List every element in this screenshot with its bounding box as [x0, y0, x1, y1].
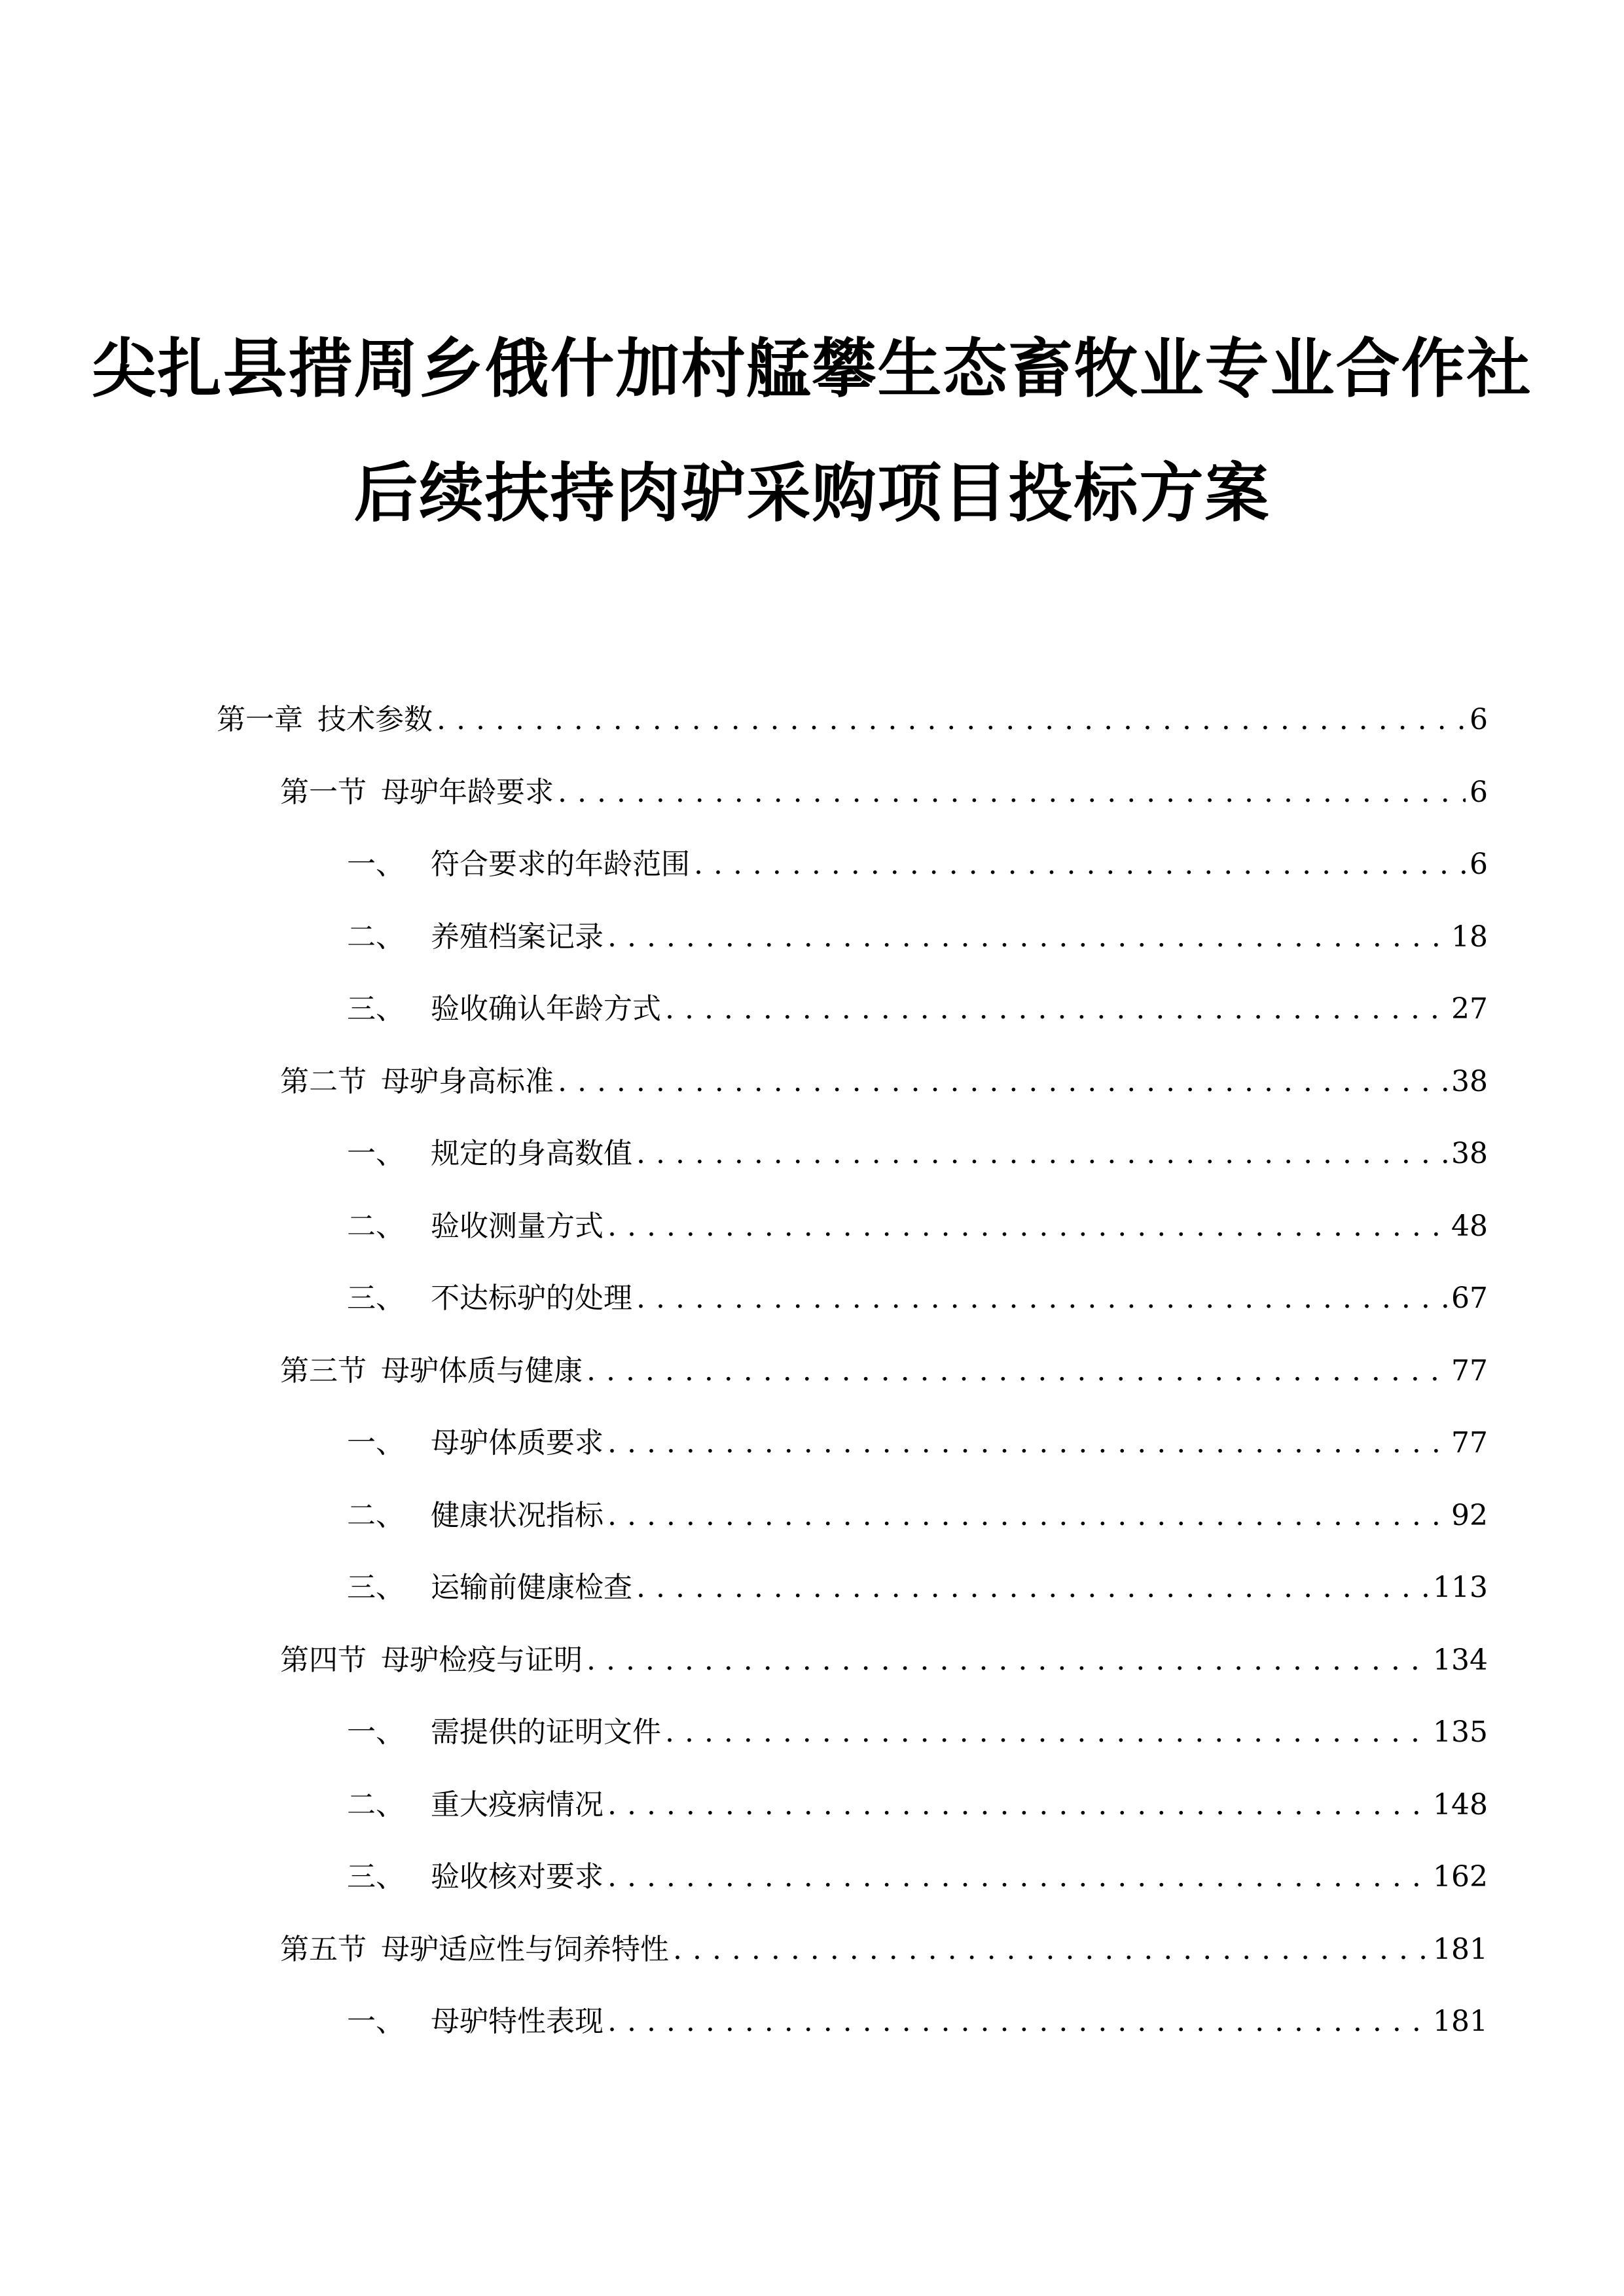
toc-entry-number: 第二节 — [280, 1064, 367, 1098]
toc-entry-number: 一、 — [347, 2005, 405, 2038]
toc-dot-leader — [586, 1641, 1429, 1680]
toc-entry-page: 6 — [1470, 703, 1488, 736]
toc-dot-leader — [437, 700, 1466, 740]
toc-dot-leader — [607, 1496, 1447, 1535]
toc-entry-label: 母驴特性表现 — [431, 2005, 604, 2038]
toc-entry-number: 第一节 — [280, 775, 367, 809]
toc-entry-page: 181 — [1433, 2005, 1488, 2038]
toc-dot-leader — [607, 1424, 1447, 1463]
toc-entry-number: 第五节 — [280, 1932, 367, 1966]
toc-entry-page: 67 — [1451, 1282, 1488, 1315]
toc-entry-label: 验收确认年龄方式 — [431, 992, 661, 1026]
toc-entry-page: 38 — [1451, 1137, 1488, 1170]
toc-entry-page: 6 — [1470, 848, 1488, 881]
toc-entry[interactable] — [347, 1279, 1488, 1318]
toc-entry-number: 三、 — [347, 992, 405, 1026]
toc-entry-page: 18 — [1451, 920, 1488, 954]
toc-entry-number: 第一章 — [217, 703, 303, 736]
toc-entry-label: 运输前健康检查 — [431, 1571, 632, 1604]
toc-dot-leader — [586, 1352, 1447, 1391]
document-title-line-2: 后续扶持肉驴采购项目投标方案 — [353, 456, 1271, 531]
toc-entry-label: 符合要求的年龄范围 — [431, 848, 690, 881]
toc-dot-leader — [636, 1279, 1447, 1318]
toc-entry-label: 母驴体质与健康 — [381, 1354, 583, 1388]
toc-entry-label: 养殖档案记录 — [431, 920, 604, 954]
toc-entry-page: 135 — [1433, 1715, 1488, 1749]
toc-entry-number: 一、 — [347, 1137, 405, 1170]
toc-entry[interactable] — [347, 918, 1488, 957]
document-title-line-1: 尖扎县措周乡俄什加村艋攀生态畜牧业专业合作社 — [92, 332, 1532, 406]
toc-entry-page: 6 — [1470, 775, 1488, 809]
toc-entry-page: 113 — [1433, 1571, 1488, 1604]
toc-entry[interactable] — [347, 1568, 1488, 1607]
toc-entry-page: 38 — [1451, 1064, 1488, 1098]
toc-dot-leader — [558, 773, 1466, 812]
toc-entry-label: 规定的身高数值 — [431, 1137, 632, 1170]
toc-entry[interactable] — [347, 1713, 1488, 1752]
toc-entry[interactable] — [280, 1641, 1488, 1680]
toc-entry-label: 母驴年龄要求 — [381, 775, 554, 809]
toc-entry[interactable] — [280, 1352, 1488, 1391]
toc-entry-page: 181 — [1433, 1932, 1488, 1966]
toc-entry-number: 一、 — [347, 1426, 405, 1460]
toc-entry[interactable] — [347, 1424, 1488, 1463]
toc-entry[interactable] — [347, 2002, 1488, 2041]
toc-entry-page: 162 — [1433, 1860, 1488, 1893]
toc-entry-number: 二、 — [347, 1787, 405, 1821]
toc-entry-number: 一、 — [347, 848, 405, 881]
toc-entry-page: 77 — [1451, 1354, 1488, 1388]
toc-entry-label: 需提供的证明文件 — [431, 1715, 661, 1749]
toc-entry-number: 二、 — [347, 1209, 405, 1243]
toc-entry-label: 健康状况指标 — [431, 1498, 604, 1532]
toc-entry-number: 第三节 — [280, 1354, 367, 1388]
toc-dot-leader — [607, 1785, 1429, 1825]
toc-entry[interactable] — [280, 1930, 1488, 1969]
toc-entry-page: 92 — [1451, 1498, 1488, 1532]
toc-entry[interactable] — [347, 990, 1488, 1029]
toc-entry[interactable] — [217, 700, 1488, 740]
toc-entry[interactable] — [280, 1062, 1488, 1102]
toc-entry-page: 48 — [1451, 1209, 1488, 1243]
toc-entry-page: 148 — [1433, 1787, 1488, 1821]
toc-dot-leader — [665, 1713, 1429, 1752]
toc-dot-leader — [694, 845, 1466, 884]
toc-entry-page: 77 — [1451, 1426, 1488, 1460]
toc-entry[interactable] — [347, 1785, 1488, 1825]
toc-dot-leader — [636, 1134, 1447, 1174]
toc-dot-leader — [558, 1062, 1447, 1102]
toc-entry-number: 一、 — [347, 1715, 405, 1749]
toc-entry-label: 重大疫病情况 — [431, 1787, 604, 1821]
toc-entry-label: 母驴检疫与证明 — [381, 1643, 583, 1677]
toc-entry-label: 母驴适应性与饲养特性 — [381, 1932, 669, 1966]
toc-entry[interactable] — [347, 1857, 1488, 1897]
toc-entry-label: 母驴身高标准 — [381, 1064, 554, 1098]
toc-entry-label: 验收测量方式 — [431, 1209, 604, 1243]
toc-entry[interactable] — [280, 773, 1488, 812]
toc-dot-leader — [607, 918, 1447, 957]
toc-entry-number: 二、 — [347, 920, 405, 954]
toc-entry[interactable] — [347, 845, 1488, 884]
toc-dot-leader — [607, 1857, 1429, 1897]
toc-entry-number: 三、 — [347, 1282, 405, 1315]
toc-dot-leader — [607, 2002, 1429, 2041]
toc-entry-label: 不达标驴的处理 — [431, 1282, 632, 1315]
toc-dot-leader — [636, 1568, 1429, 1607]
toc-dot-leader — [665, 990, 1447, 1029]
toc-entry-page: 134 — [1433, 1643, 1488, 1677]
toc-dot-leader — [673, 1930, 1429, 1969]
toc-entry-label: 验收核对要求 — [431, 1860, 604, 1893]
toc-dot-leader — [607, 1207, 1447, 1246]
toc-entry[interactable] — [347, 1207, 1488, 1246]
toc-entry-number: 二、 — [347, 1498, 405, 1532]
toc-entry[interactable] — [347, 1496, 1488, 1535]
toc-entry-label: 技术参数 — [317, 703, 433, 736]
toc-entry-number: 三、 — [347, 1571, 405, 1604]
toc-entry-number: 三、 — [347, 1860, 405, 1893]
toc-entry[interactable] — [347, 1134, 1488, 1174]
toc-entry-label: 母驴体质要求 — [431, 1426, 604, 1460]
toc-entry-number: 第四节 — [280, 1643, 367, 1677]
toc-entry-page: 27 — [1451, 992, 1488, 1026]
